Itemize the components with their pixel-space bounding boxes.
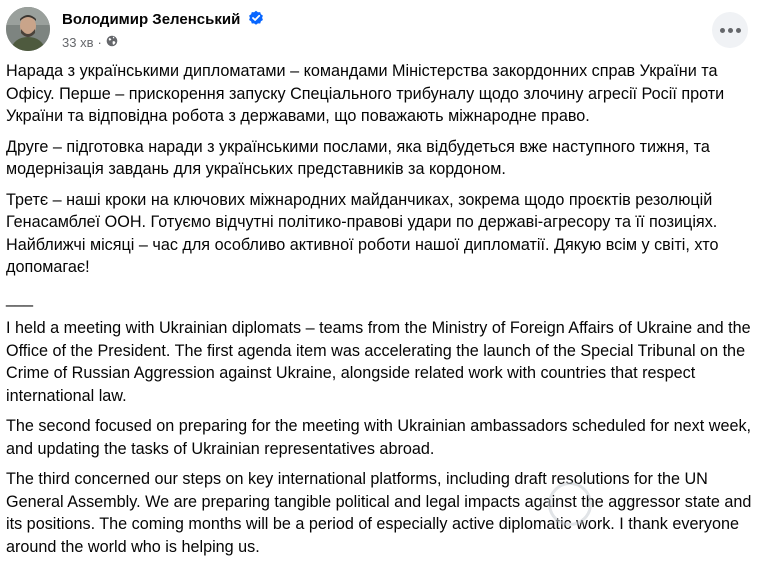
- post-body: [6, 60, 754, 566]
- post-divider-text: ___: [6, 288, 34, 307]
- post-header: [6, 6, 754, 56]
- post-paragraph-en-3: The third concerned our steps on key international platforms, including draft resolutions for the UN General Assembly. We are preparing tangible political and legal impacts against the aggressor state and its positions. The coming months will be a period of especially active diplomatic work. I thank everyone around the world who is helping us.: [6, 470, 752, 556]
- post-paragraph-ua-2: Друге – підготовка наради з українськими послами, яка відбудеться вже наступного тижня, та модернізація завдань для українських представників за кордоном.: [6, 137, 710, 178]
- post-meta: [62, 35, 118, 50]
- ellipsis-icon: [728, 28, 733, 33]
- post-paragraph-ua-1: Нарада з українськими дипломатами – командами Міністерства закордонних справ України та Офісу. Перше – прискорення запуску Спеціального трибуналу щодо злочину агресії Росії проти України та відповідна робота з державами, що поважають міжнародне право.: [6, 62, 725, 125]
- more-options-button[interactable]: [712, 12, 748, 48]
- ellipsis-icon: [720, 28, 725, 33]
- post-paragraph-ua-3: Третє – наші кроки на ключових міжнародних майданчиках, зокрема щодо проєктів резолюцій Генасамблеї ООН. Готуємо відчутні політико-правові удари по державі-агресору та її позиціях. Найближчі місяці – час для особливо активної роботи нашої дипломатії. Дякую всім у світі, хто допомагає!: [6, 190, 719, 276]
- verified-badge-icon: [248, 10, 264, 30]
- author-name-text[interactable]: Володимир Зеленський: [62, 11, 241, 28]
- ellipsis-icon: [736, 28, 741, 33]
- globe-icon[interactable]: [106, 35, 118, 50]
- author-avatar[interactable]: [6, 7, 50, 51]
- avatar-photo-icon: [6, 7, 50, 51]
- post-paragraph-en-2: The second focused on preparing for the meeting with Ukrainian ambassadors scheduled for next week, and updating the tasks of Ukrainian representatives abroad.: [6, 417, 752, 458]
- post-timestamp[interactable]: 33 хв: [62, 35, 94, 50]
- meta-separator: ·: [97, 35, 102, 50]
- post-paragraph-en-1: I held a meeting with Ukrainian diplomats – teams from the Ministry of Foreign Affairs of Ukraine and the Office of the President. The first agenda item was accelerating the launch of the Special Tribunal on the Crime of Russian Aggression against Ukraine, alongside related work with countries that respect international law.: [6, 319, 751, 405]
- author-name[interactable]: [62, 10, 264, 30]
